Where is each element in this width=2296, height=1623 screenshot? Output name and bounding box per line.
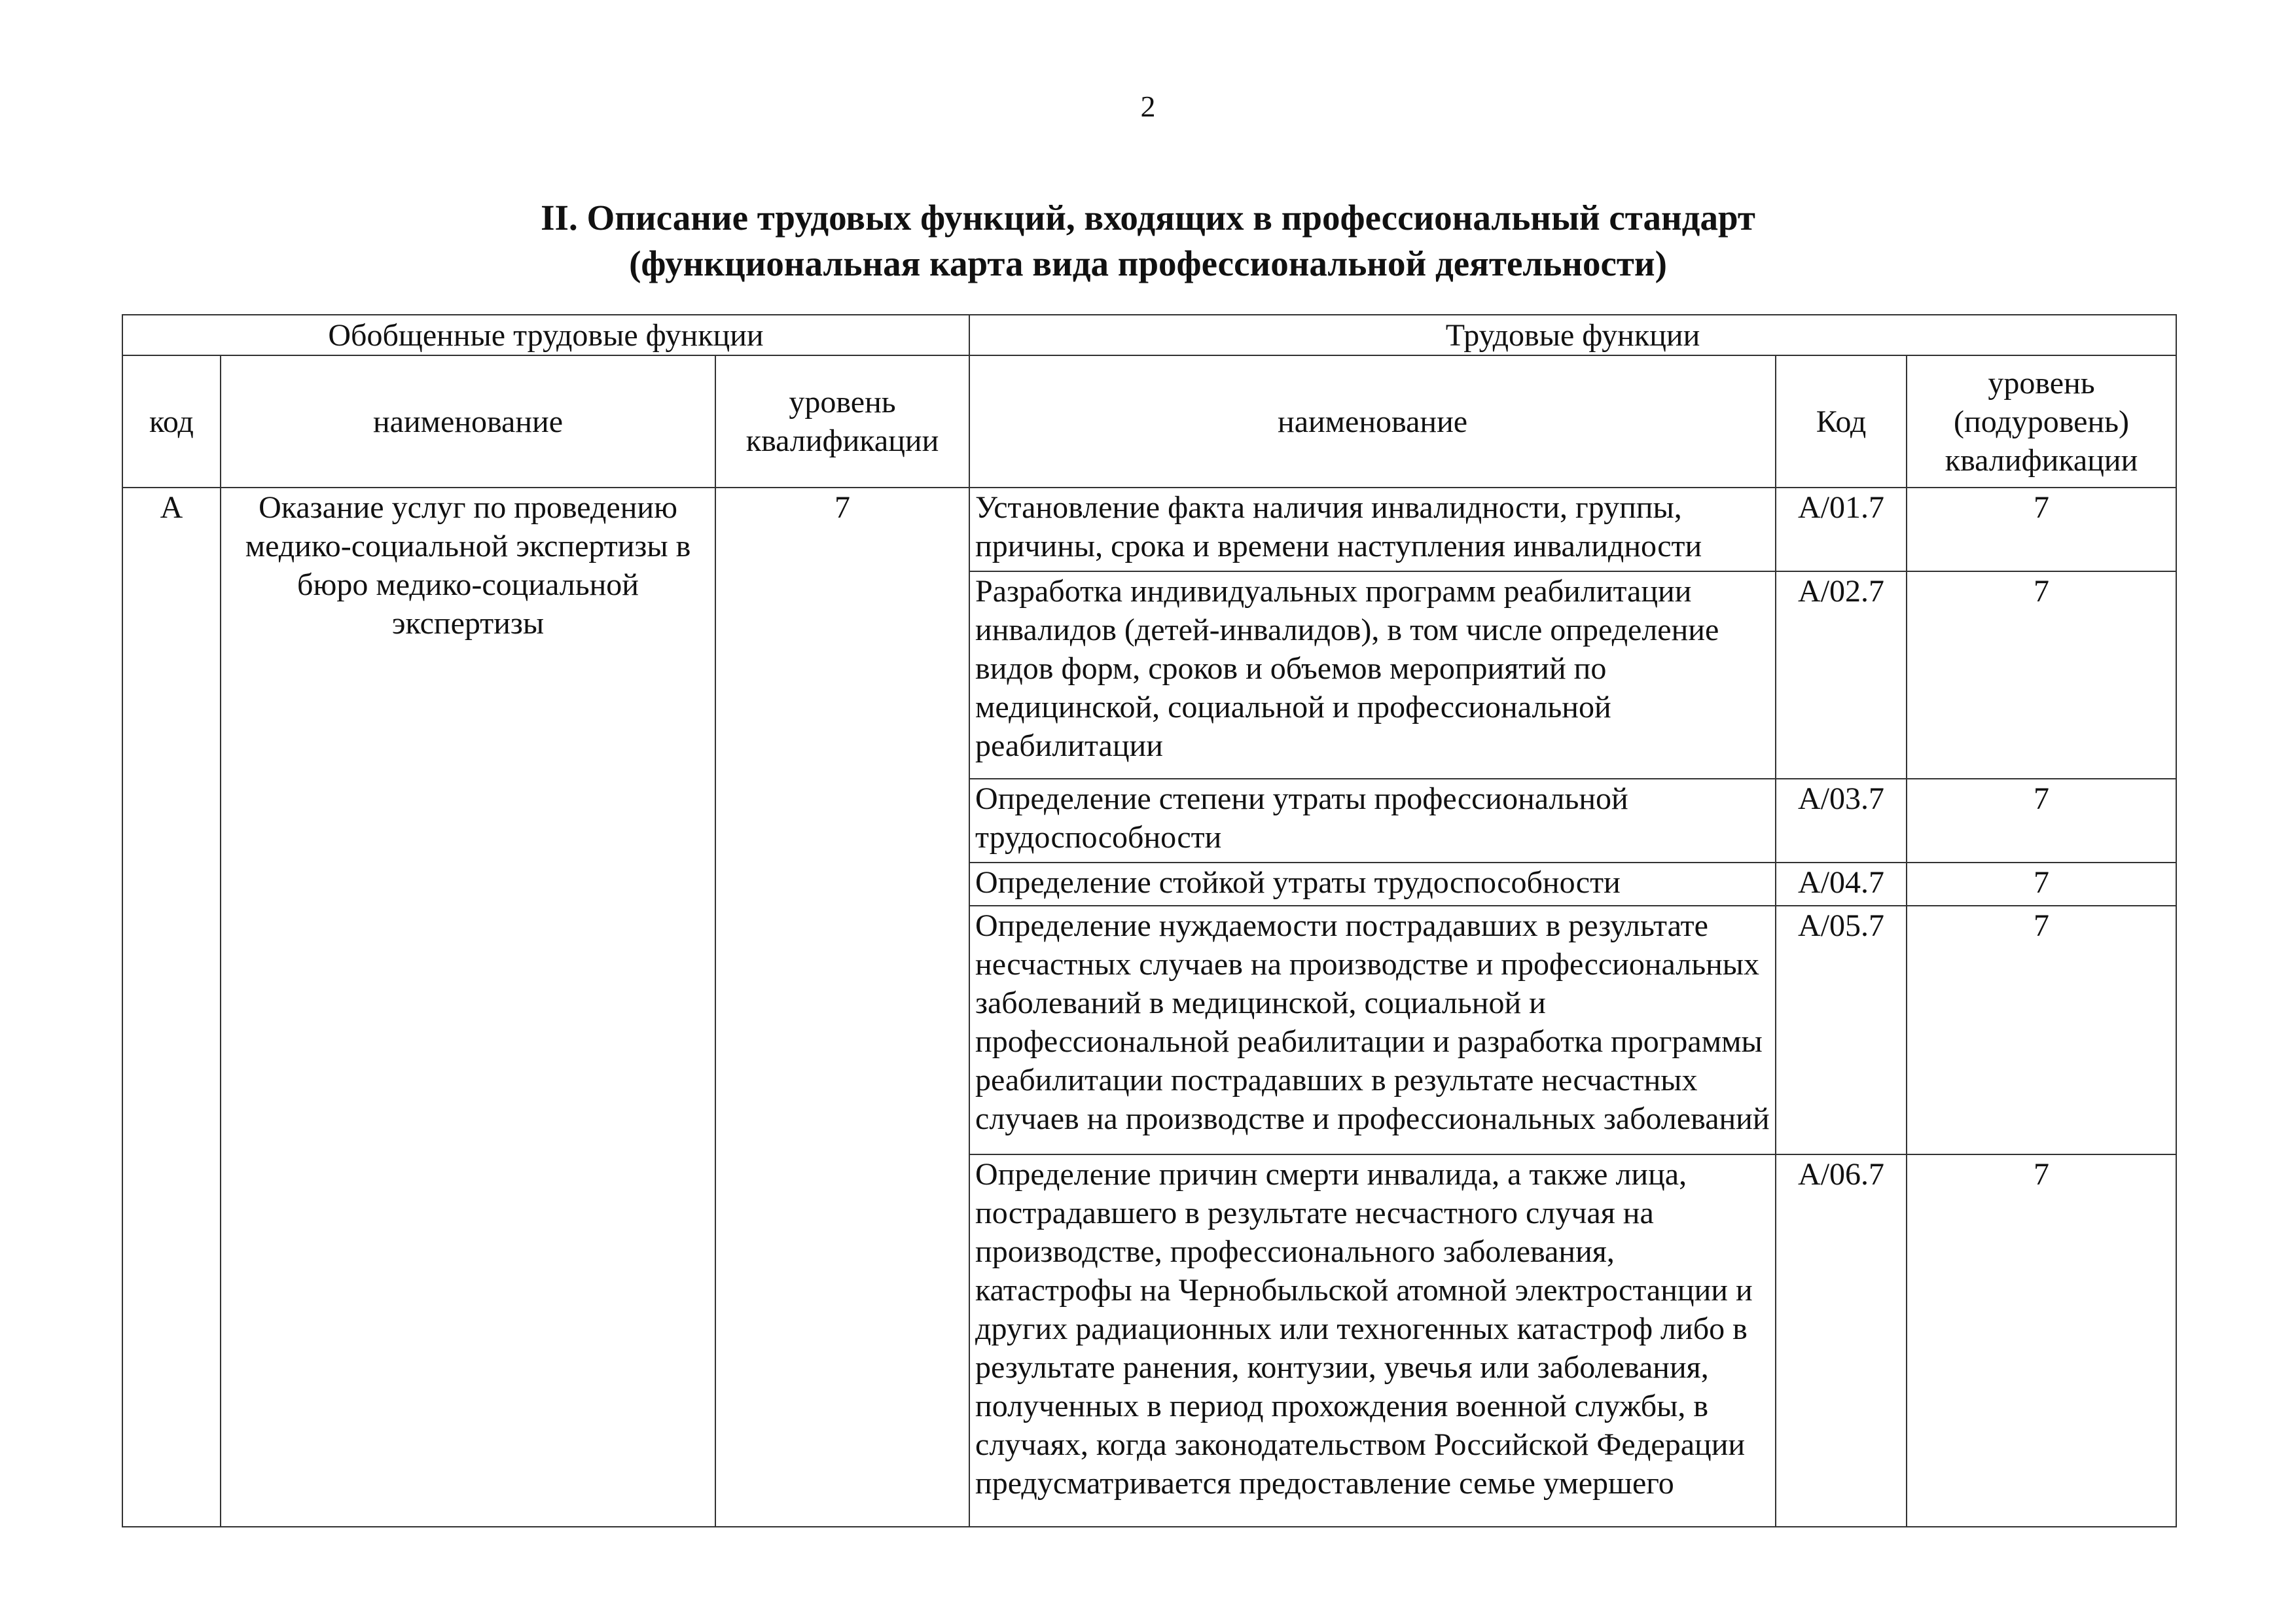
code-column-header: код [122,355,221,488]
section-title-line-2: (функциональная карта вида профессиональной деятельности) [629,243,1667,283]
function-level: 7 [1907,488,2176,571]
generalized-function-name: Оказание услуг по проведению медико-социальной экспертизы в бюро медико-социальной экспертизы [221,488,715,1527]
function-name: Установление факта наличия инвалидности, группы, причины, срока и времени наступления инвалидности [969,488,1776,571]
group-header-row [122,315,2176,355]
functional-map-table [122,314,2177,1527]
section-title-line-1: II. Описание трудовых функций, входящих в профессиональный стандарт [541,198,1755,238]
function-level: 7 [1907,863,2176,905]
function-level: 7 [1907,906,2176,1154]
function-code: А/02.7 [1776,571,1907,779]
function-name: Определение стойкой утраты трудоспособности [969,863,1776,905]
column-header-row [122,355,2176,488]
function-code: А/06.7 [1776,1154,1907,1527]
table-row [122,488,2176,571]
labor-functions-header: Трудовые функции [969,315,2176,355]
function-name: Определение степени утраты профессиональной трудоспособности [969,779,1776,863]
function-code: А/04.7 [1776,863,1907,905]
generalized-function-level: 7 [715,488,969,1527]
page-number: 2 [1140,90,1156,123]
function-name: Определение причин смерти инвалида, а также лица, пострадавшего в результате несчастного случая на производстве, профессионального заболевания, катастрофы на Чернобыльской атомной электростанции и других радиационных или техногенных катастроф либо в результате ранения, контузии, увечья или заболевания, полученных в период прохождения военной службы, в случаях, когда законодательством Российской Федерации предусматривается предоставление семье умершего [969,1154,1776,1527]
function-level: 7 [1907,571,2176,779]
function-level: 7 [1907,1154,2176,1527]
section-title [0,195,2296,287]
function-level-column-header: уровень (подуровень) квалификации [1907,355,2176,488]
function-code: А/01.7 [1776,488,1907,571]
name-column-header: наименование [221,355,715,488]
function-code: А/03.7 [1776,779,1907,863]
function-name: Разработка индивидуальных программ реабилитации инвалидов (детей-инвалидов), в том числе определение видов форм, сроков и объемов мероприятий по медицинской, социальной и профессиональной реабилитации [969,571,1776,779]
generalized-functions-header: Обобщенные трудовые функции [122,315,969,355]
function-code-column-header: Код [1776,355,1907,488]
level-column-header: уровень квалификации [715,355,969,488]
function-name-column-header: наименование [969,355,1776,488]
function-level: 7 [1907,779,2176,863]
function-name: Определение нуждаемости пострадавших в результате несчастных случаев на производстве и профессиональных заболеваний в медицинской, социальной и профессиональной реабилитации и разработка программы реабилитации пострадавших в результате несчастных случаев на производстве и профессиональных заболеваний [969,906,1776,1154]
function-code: А/05.7 [1776,906,1907,1154]
generalized-function-code: А [122,488,221,1527]
